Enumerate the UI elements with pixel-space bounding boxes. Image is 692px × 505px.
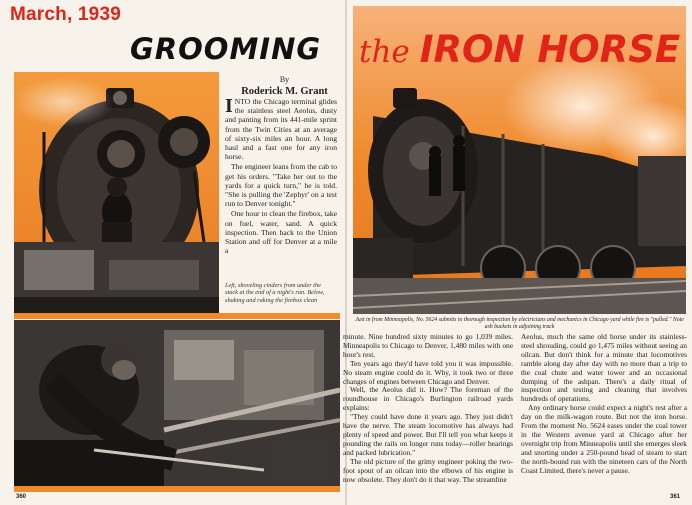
article-title-left: GROOMING xyxy=(130,32,322,66)
caption-right: Just in from Minneapolis, No. 5624 submits to thorough inspection by electricians and mechanics in Chicago yard while fire is "pulled." Note ash buckets in adjoining track xyxy=(355,317,684,330)
col1-paragraph-2: Ten years ago they'd have told you it was impossible. No steam engine could do it. Why, it took two or three changes of engines between Chicago and Denver. xyxy=(343,358,513,386)
byline xyxy=(227,74,342,98)
left-page xyxy=(0,0,345,505)
intro-paragraph-2: The engineer leans from the cab to get his orders. "Take her out to the yards for a quick turn," he is told. "She is pulling the 'Zephyr' on a test run to Denver tonight." xyxy=(225,162,337,209)
intro-text xyxy=(225,97,337,256)
byline-by: By xyxy=(279,75,290,84)
photo-firebox-raking xyxy=(14,320,340,486)
page-number-right: 361 xyxy=(669,494,680,500)
body-column-1 xyxy=(343,333,513,484)
article-title-right xyxy=(359,28,680,71)
caption-left: Left, shoveling cinders from under the stack at the end of a night's run. Below, shaking and raking the firebox clean xyxy=(225,282,325,304)
right-page xyxy=(343,0,692,505)
title-the: the xyxy=(359,34,410,70)
author-name: Roderick M. Grant xyxy=(241,86,328,97)
body-column-2 xyxy=(521,333,687,476)
page-number-left: 360 xyxy=(16,494,27,500)
intro-paragraph-1: NTO the Chicago terminal glides the stainless steel Aeolus, dusty and panting from its 441-mile sprint from the Twin Cities at an average of sixty-six miles an hour. A long haul and a fast one for any iron horse. xyxy=(225,97,337,162)
col1-paragraph-4: "They could have done it years ago. They just didn't have the nerve. The steam locomotive has always had plenty of speed and power. But I'll tell you what keeps it pounding the rails on longer runs today—roller bearings and packed lubrication." xyxy=(343,412,513,457)
drop-cap: I xyxy=(225,95,233,117)
col2-paragraph-2: Any ordinary horse could expect a night's rest after a day on the milk-wagon route. But not the iron horse. From the moment No. 5624 eases under the coal tower in the Western avenue yard at Chicago after her overnight trip from Minneapolis until she emerges sleek and snorting under a 250-pound head of steam to start the north-bound run with the nineteen cars of the North Coast Limited, there's never a pause. xyxy=(521,403,687,475)
col1-paragraph-1: minute. Nine hundred sixty minutes to go 1,039 miles. Minneapolis to Chicago to Denver, 1,480 miles with one hour's rest. xyxy=(343,332,513,359)
photo-locomotive-front xyxy=(14,72,219,314)
title-iron-horse: IRON HORSE xyxy=(419,28,681,71)
orange-divider-bottom-left xyxy=(14,486,340,492)
intro-paragraph-3: One hour to clean the firebox, take on fuel, water, sand. A quick inspection. Then back to the Union Station and off for Denver at a mile a xyxy=(225,209,337,256)
col2-paragraph-1: Aeolus, much the same old horse under its stainless-steel shrouding, could go 1,475 miles without seeing an oilcan. But don't think for a minute that locomotives ramble along day after day with no more than a trip to the coal chute and water tower and an occasional dumping of the ashpan. There's a daily ritual of inspection and testing and cleaning that involves hundreds of operations. xyxy=(521,332,687,404)
col1-paragraph-5: The old picture of the grimy engineer poking the two-foot spout of an oilcan into the elbows of his engine is now obsolete. They don't do it that way. The streamline xyxy=(343,456,513,484)
orange-divider-top-left xyxy=(14,313,340,319)
col1-paragraph-3: Well, the Aeolus did it. How? The foreman of the roundhouse in Chicago's Burlington railroad yards explains: xyxy=(343,385,513,413)
date-label: March, 1939 xyxy=(10,4,121,25)
